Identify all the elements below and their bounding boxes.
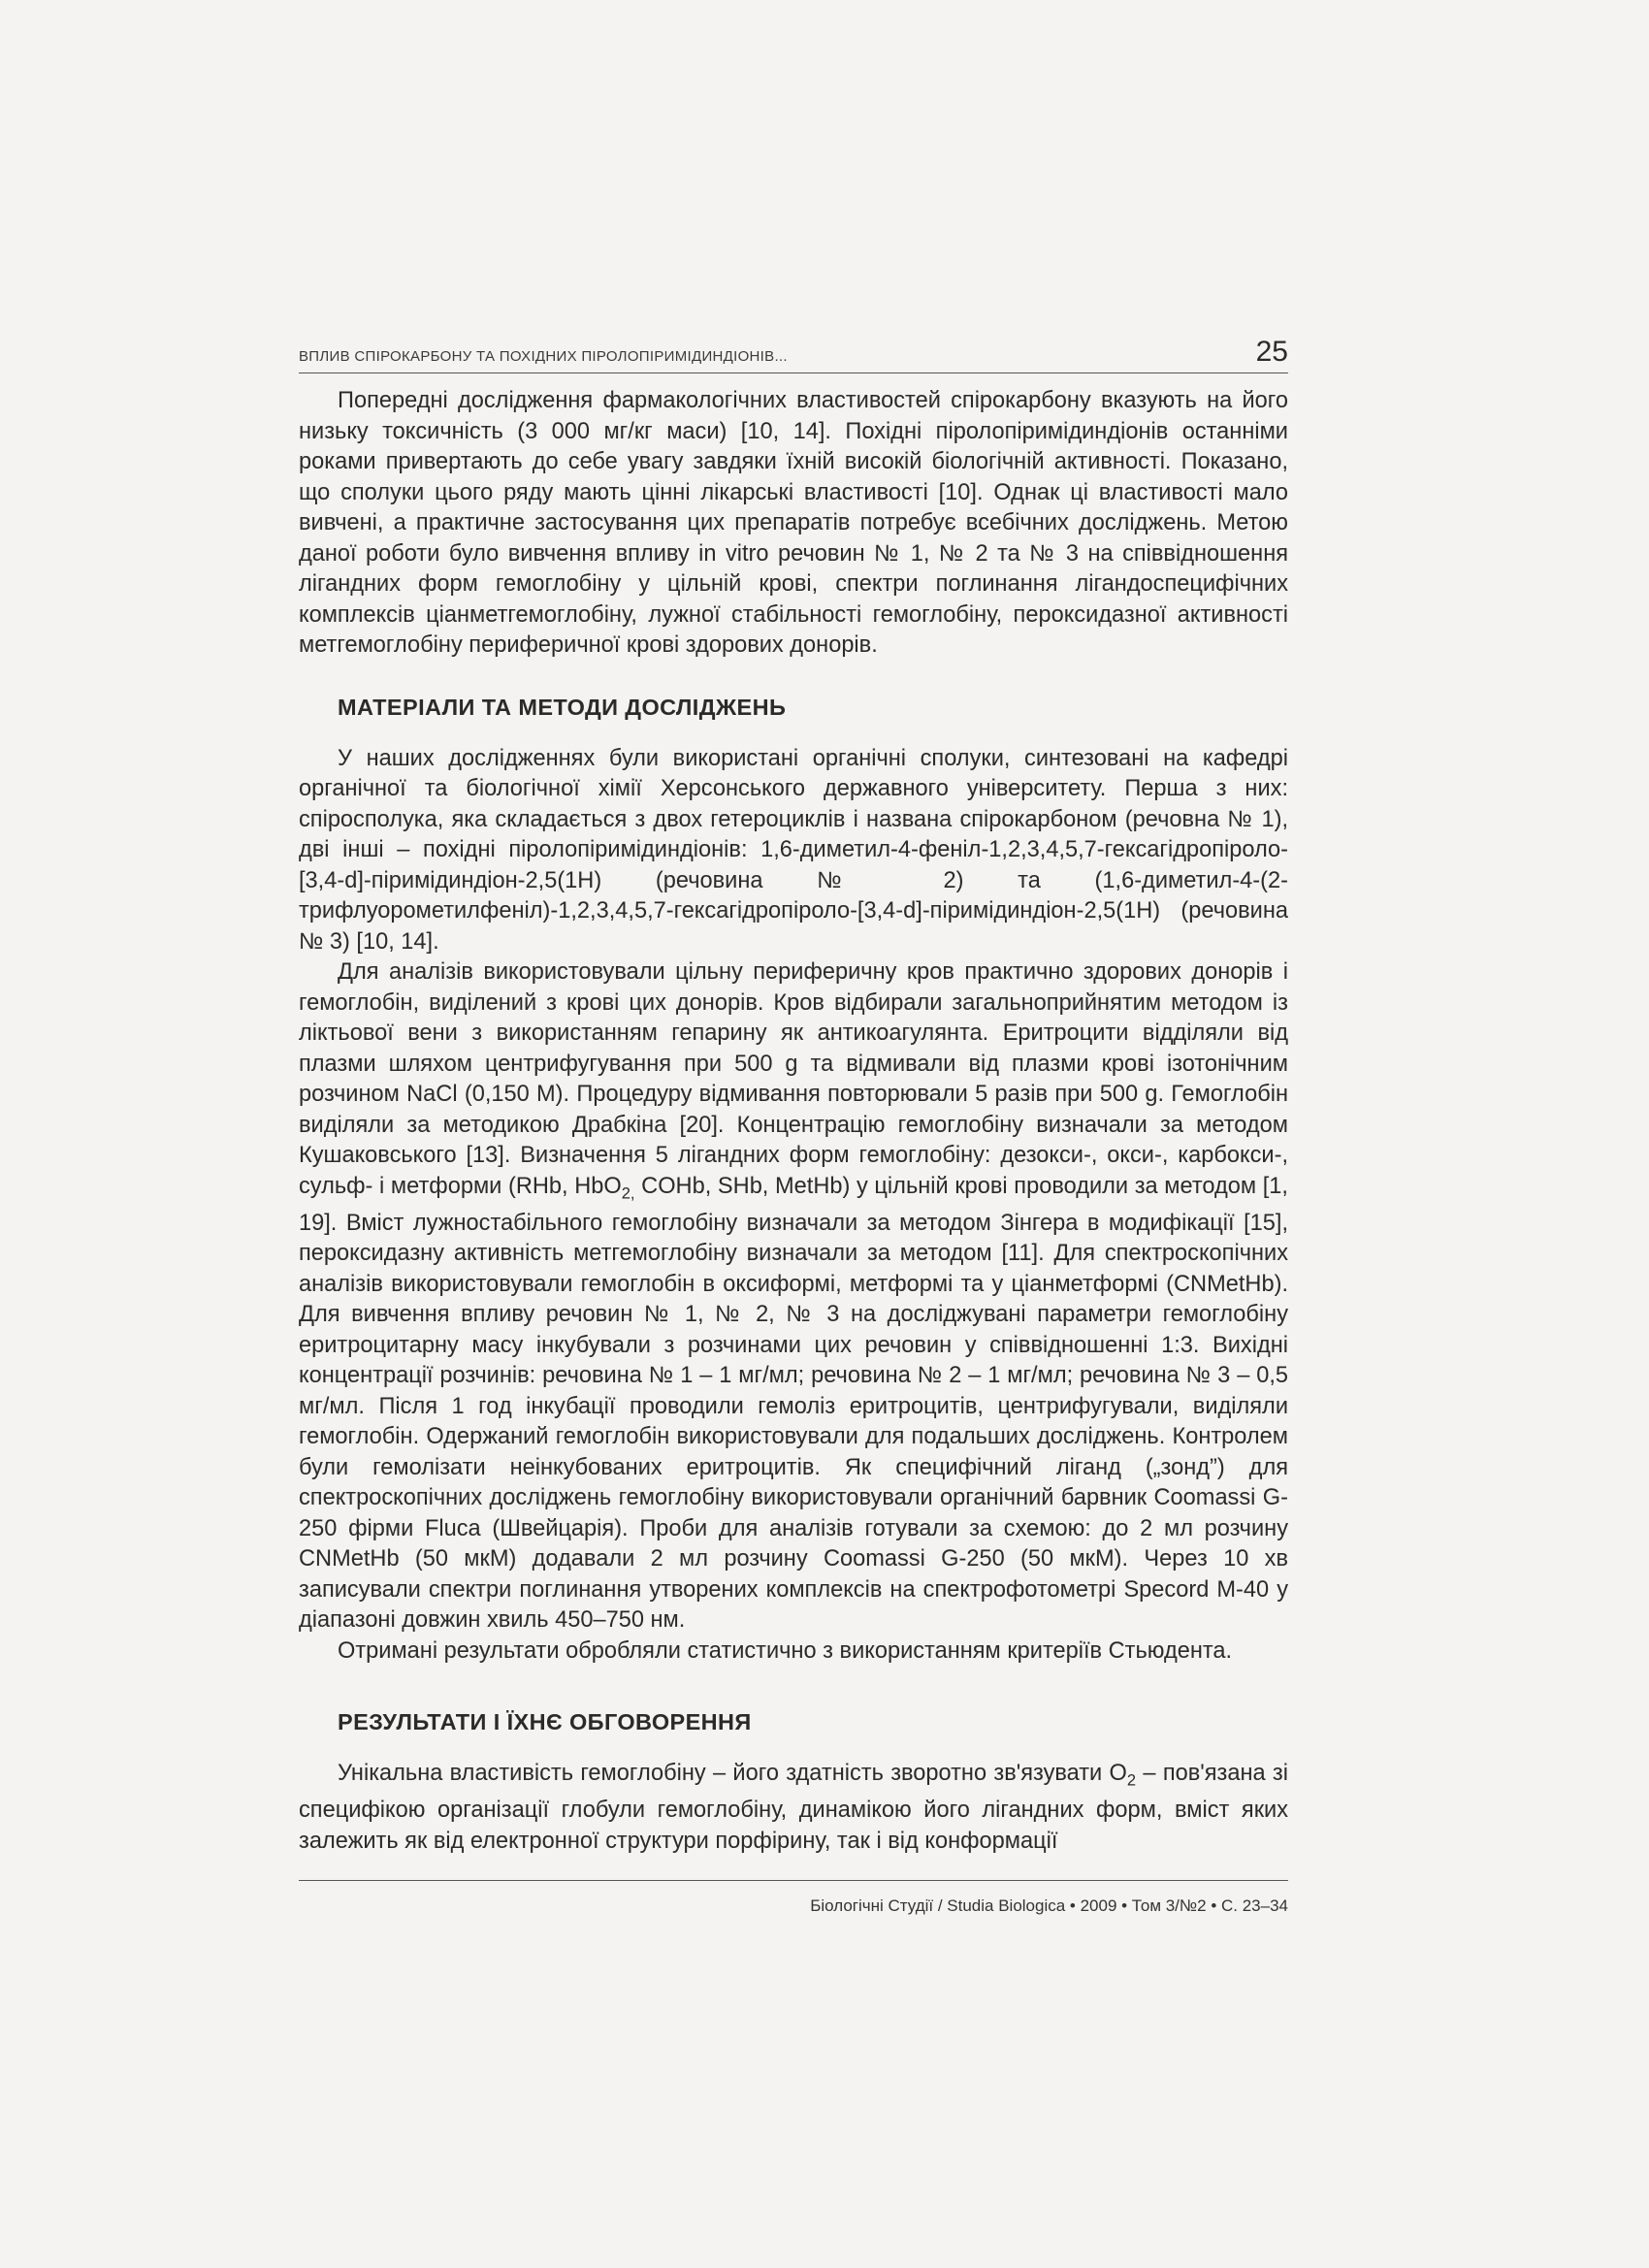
intro-paragraph: Попередні дослідження фармакологічних властивостей спірокарбону вказують на його низьку токсичність (3 000 мг/кг маси) [10, 14]. Похідні піролопіримідиндіонів останніми роками привертають до себе увагу завдяки їхній високій біологічній активності. Показано, що сполуки цього ряду мають цінні лікарські властивості [10]. Однак ці властивості мало вивчені, а практичне застосування цих препаратів потребує всебічних досліджень. Метою даної роботи було вивчення впливу in vitro речовин № 1, № 2 та № 3 на співвідношення лігандних форм гемоглобіну у цільній крові, спектри поглинання лігандоспецифічних комплексів ціанметгемоглобіну, лужної стабільності гемоглобіну, пероксидазної активності метгемоглобіну периферичної крові здорових донорів.: [299, 388, 1288, 658]
results-paragraph-1: [299, 1759, 1288, 1857]
methods-paragraph-2-part-a: Для аналізів використовували цільну периферичну кров практично здорових донорів і гемоглобін, виділений з крові цих донорів. Кров відбирали загальноприйнятим методом із ліктьової вени з використанням гепарину як антикоагулянта. Еритроцити відділяли від плазми шляхом центрифугування при 500 g та відмивали від плазми крові ізотонічним розчином NaCl (0,150 М). Процедуру відмивання повторювали 5 разів при 500 g. Гемоглобін виділяли за методикою Драбкіна [20]. Концентрацію гемоглобіну визначали за методом Кушаковського [13]. Визначення 5 лігандних форм гемоглобіну: дезокси-, окси-, карбокси-, сульф- і метформи (RHb, HbO: [299, 959, 1288, 1199]
methods-paragraph-3: Отримані результати обробляли статистично з використанням критеріїв Стьюдента.: [338, 1637, 1233, 1664]
journal-citation: Біологічні Студії / Studia Biologica • 2009 • Том 3/№2 • С. 23–34: [810, 1896, 1288, 1915]
running-title: ВПЛИВ СПІРОКАРБОНУ ТА ПОХІДНИХ ПІРОЛОПІРИМІДИНДІОНІВ...: [299, 348, 788, 365]
page-header: [299, 334, 1288, 373]
methods-paragraph-1: У наших дослідженнях були використані органічні сполуки, синтезовані на кафедрі органічної та біологічної хімії Херсонського державного університету. Перша з них: спіросполука, яка складається з двох гетероциклів і названа спірокарбоном (речовна № 1), дві інші – похідні піролопіримідиндіонів: 1,6-диметил-4-феніл-1,2,3,4,5,7-гексагідропіроло-[3,4-d]-піримідиндіон-2,5(1Н) (речовина № 2) та (1,6-диметил-4-(2-трифлуорометилфеніл)-1,2,3,4,5,7-гексагідропіроло-[3,4-d]-піримідиндіон-2,5(1Н) (речовина № 3) [10, 14].: [299, 745, 1288, 955]
methods-paragraph-2-subscript: 2,: [621, 1183, 635, 1203]
page-number: 25: [1255, 336, 1288, 368]
results-paragraph-1-subscript: 2: [1126, 1770, 1137, 1790]
results-heading: РЕЗУЛЬТАТИ І ЇХНЄ ОБГОВОРЕННЯ: [338, 1709, 752, 1735]
article-body: [299, 386, 1288, 1857]
results-paragraph-1-part-b: – пов'язана зі специфікою організації глобули гемоглобіну, динамікою його лігандних форм, вміст яких залежить як від електронної структури порфірину, так і від конформації: [299, 1761, 1288, 1854]
results-paragraph-1-part-a: Унікальна властивість гемоглобіну – його здатність зворотно зв'язувати O: [338, 1761, 1127, 1787]
page-footer: [299, 1880, 1288, 1916]
methods-heading: МАТЕРІАЛИ ТА МЕТОДИ ДОСЛІДЖЕНЬ: [338, 694, 787, 720]
methods-paragraph-2-part-b: COHb, SHb, MetHb) у цільній крові проводили за методом [1, 19]. Вміст лужностабільного гемоглобіну визначали за методом Зінгера в модифікації [15], пероксидазну активність метгемоглобіну визначали за методом [11]. Для спектроскопічних аналізів використовували гемоглобін в оксиформі, метформі та у ціанметформі (CNMetHb). Для вивчення впливу речовин № 1, № 2, № 3 на досліджувані параметри гемоглобіну еритроцитарну масу інкубували з розчинами цих речовин у співвідношенні 1:3. Вихідні концентрації розчинів: речовина № 1 – 1 мг/мл; речовина № 2 – 1 мг/мл; речовина № 3 – 0,5 мг/мл. Після 1 год інкубації проводили гемоліз еритроцитів, центрифугували, виділяли гемоглобін. Одержаний гемоглобін використовували для подальших досліджень. Контролем були гемолізати неінкубованих еритроцитів. Як специфічний ліганд („зонд”) для спектроскопічних досліджень гемоглобіну використовували органічний барвник Coomassi G-250 фірми Fluca (Швейцарія). Проби для аналізів готували за схемою: до 2 мл розчину CNMetHb (50 мкМ) додавали 2 мл розчину Coomassi G-250 (50 мкМ). Через 10 хв записували спектри поглинання утворених комплексів на спектрофотометрі Specord M-40 у діапазоні довжин хвиль 450–750 нм.: [299, 1173, 1288, 1634]
methods-paragraph-2: [299, 957, 1288, 1636]
